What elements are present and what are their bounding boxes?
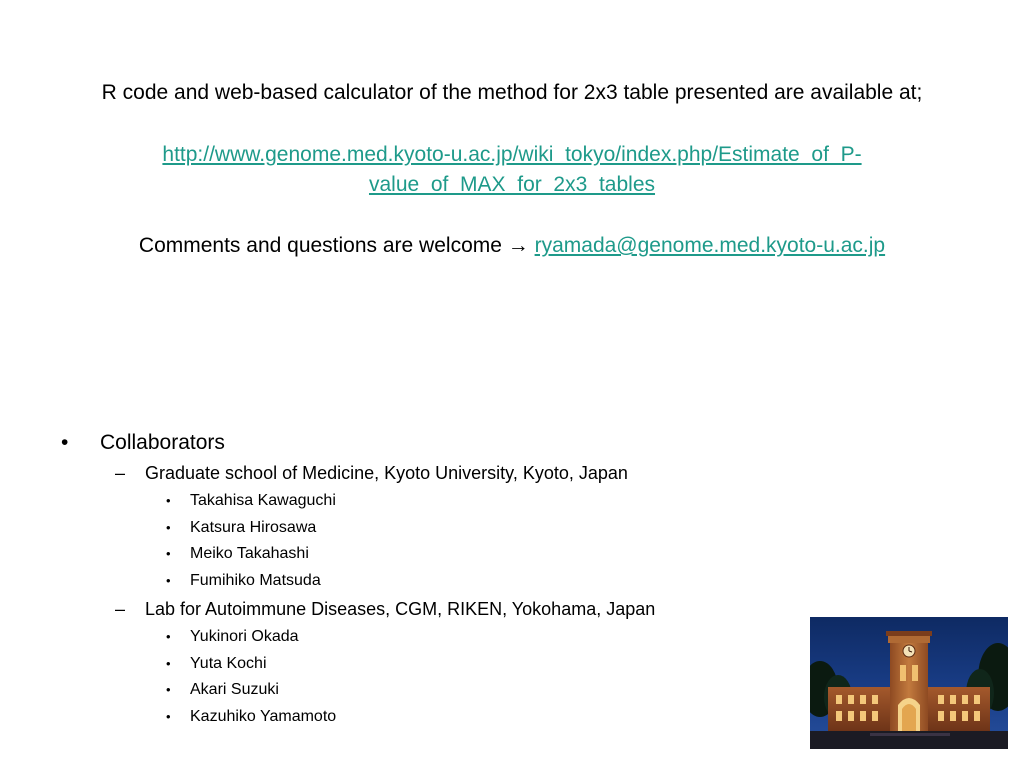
group-name: Graduate school of Medicine, Kyoto University, Kyoto, Japan [145, 463, 628, 483]
member-item [0, 651, 820, 678]
calculator-url-link-line-2[interactable]: value_of_MAX_for_2x3_tables [368, 173, 656, 196]
member-item [0, 515, 820, 542]
member-name: Yukinori Okada [190, 628, 299, 645]
slide-header [0, 78, 1024, 261]
calculator-url-block [0, 140, 1024, 200]
group-item [0, 458, 820, 488]
bullet-icon: • [166, 546, 171, 561]
collaborators-heading: Collaborators [100, 431, 225, 454]
bullet-icon: • [166, 655, 171, 671]
member-name: Kazuhiko Yamamoto [190, 707, 337, 725]
intro-text: R code and web-based calculator of the method for 2x3 table presented are available at; [101, 81, 923, 104]
member-item [0, 677, 820, 704]
bullet-icon: • [166, 682, 171, 697]
group-item [0, 594, 820, 624]
bullet-icon: • [166, 572, 171, 588]
contact-prefix: Comments and questions are welcome → [138, 234, 529, 257]
member-item [0, 704, 820, 731]
member-name: Fumihiko Matsuda [190, 571, 321, 589]
member-item [0, 568, 820, 595]
contact-email-link[interactable]: ryamada@genome.med.kyoto-u.ac.jp [534, 234, 886, 257]
contact-line [0, 231, 1024, 261]
collaborators-list [0, 428, 820, 730]
member-name: Meiko Takahashi [190, 545, 309, 562]
dash-bullet-icon: – [115, 599, 126, 619]
member-item [0, 541, 820, 568]
member-item [0, 488, 820, 515]
collaborators-heading-item [0, 428, 820, 458]
bullet-icon: • [166, 629, 171, 644]
member-name: Katsura Hirosawa [190, 518, 317, 536]
calculator-url-link-line-1[interactable]: http://www.genome.med.kyoto-u.ac.jp/wiki_tokyo/index.php/Estimate_of_P- [162, 143, 862, 166]
bullet-icon: • [61, 431, 69, 454]
bullet-icon: • [166, 493, 171, 508]
member-item [0, 624, 820, 651]
dash-bullet-icon: – [115, 463, 126, 483]
bullet-icon: • [166, 708, 171, 724]
member-name: Yuta Kochi [190, 654, 267, 672]
member-name: Akari Suzuki [190, 681, 279, 698]
bullet-icon: • [166, 519, 171, 535]
group-name: Lab for Autoimmune Diseases, CGM, RIKEN, Yokohama, Japan [145, 599, 656, 619]
kyoto-university-clock-tower-photo [810, 617, 1008, 749]
member-name: Takahisa Kawaguchi [190, 492, 336, 509]
